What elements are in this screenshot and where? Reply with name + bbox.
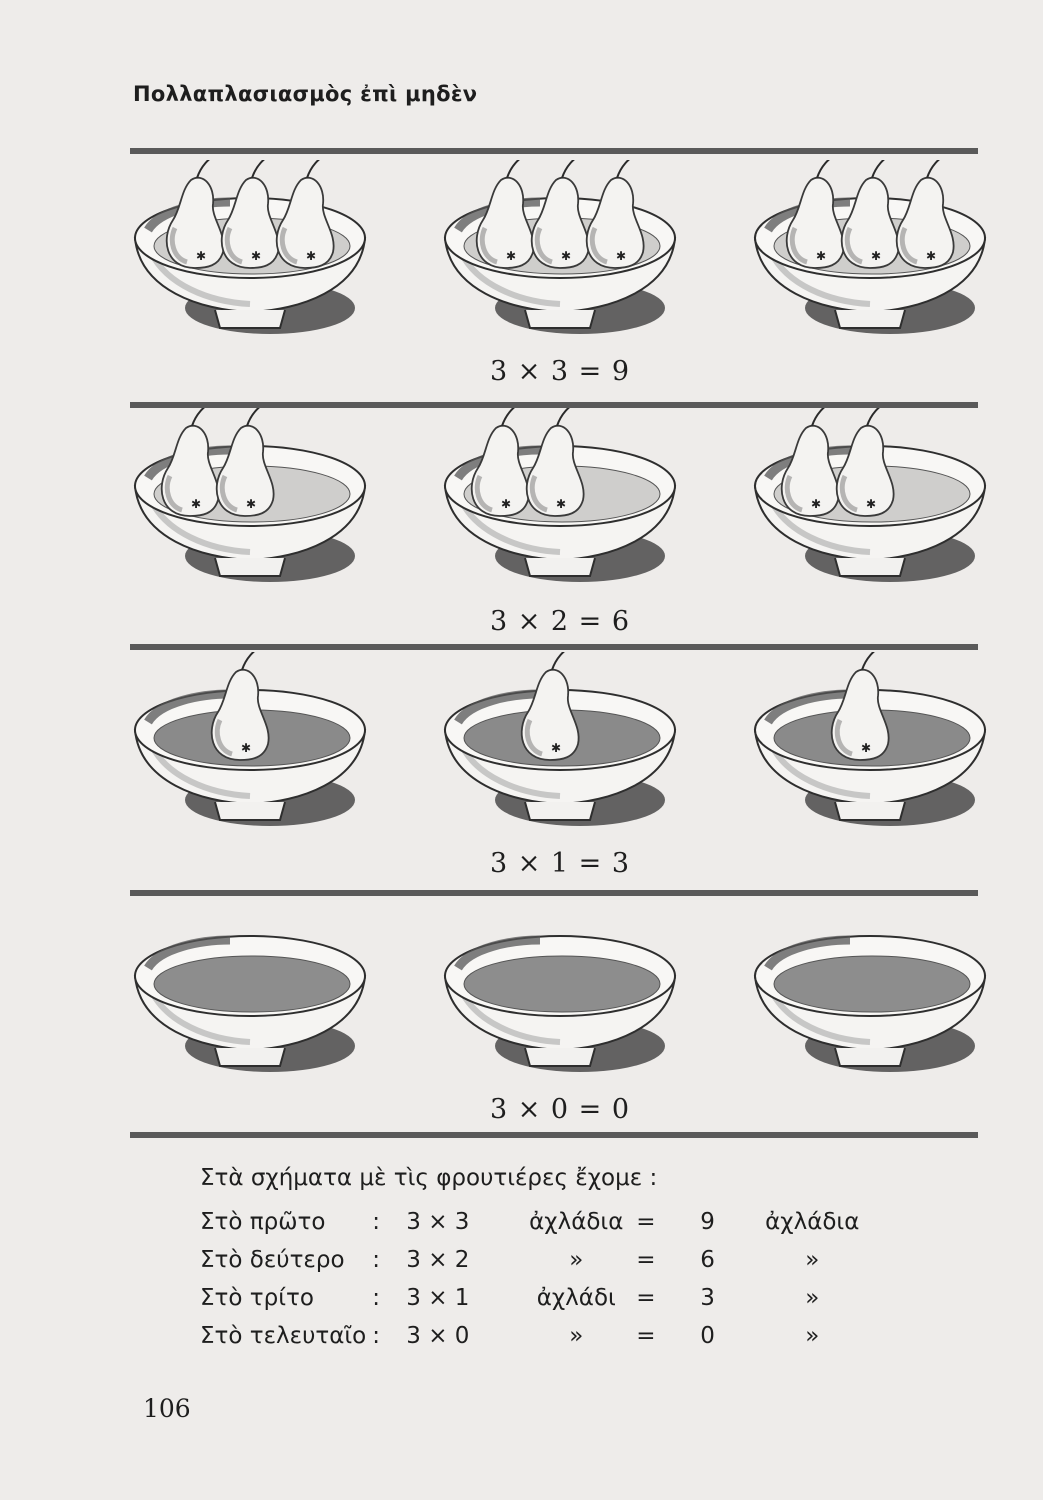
- summary-eq: =: [636, 1285, 656, 1311]
- summary-colon: :: [372, 1323, 381, 1349]
- summary-label: Στὸ τελευταῖο: [200, 1323, 367, 1349]
- fruit-bowl: [120, 408, 380, 608]
- svg-text:✱: ✱: [505, 249, 517, 263]
- summary-result: 6: [700, 1247, 715, 1273]
- summary-label: Στὸ τρίτο: [200, 1285, 314, 1311]
- pear-icon: [522, 652, 579, 760]
- pear-icon: [162, 408, 219, 516]
- svg-text:✱: ✱: [190, 497, 202, 511]
- summary-result: 9: [700, 1209, 715, 1235]
- summary-expr: 3 × 2: [406, 1247, 470, 1273]
- summary-unit: »: [805, 1285, 820, 1311]
- svg-text:✱: ✱: [925, 249, 937, 263]
- page-number: 106: [143, 1394, 191, 1423]
- summary-unit: ἀχλάδια: [765, 1209, 860, 1235]
- summary-line: [200, 1281, 878, 1319]
- fruit-bowl: [740, 652, 1000, 852]
- bowl-row: [0, 160, 1043, 400]
- equation: 3 × 1 = 3: [489, 848, 631, 879]
- summary-expr: 3 × 3: [406, 1209, 470, 1235]
- divider-rule: [130, 890, 978, 896]
- svg-text:✱: ✱: [810, 497, 822, 511]
- fruit-bowl: [430, 408, 690, 608]
- divider-rule: [130, 644, 978, 650]
- fruit-bowl: [430, 160, 690, 360]
- summary-table: [200, 1205, 878, 1357]
- svg-text:✱: ✱: [250, 249, 262, 263]
- equation: 3 × 3 = 9: [489, 356, 631, 387]
- equation: 3 × 2 = 6: [489, 606, 631, 637]
- svg-text:✱: ✱: [555, 497, 567, 511]
- summary-colon: :: [372, 1209, 381, 1235]
- bowl-row: [0, 652, 1043, 892]
- fruit-bowl: [120, 160, 380, 360]
- bowl-row: [0, 408, 1043, 648]
- fruit-bowl: [740, 898, 1000, 1098]
- summary-expr: 3 × 0: [406, 1323, 470, 1349]
- summary-unit: »: [805, 1323, 820, 1349]
- fruit-bowl: [430, 652, 690, 852]
- fruit-bowl: [120, 652, 380, 852]
- summary-expr: 3 × 1: [406, 1285, 470, 1311]
- pear-icon: [527, 408, 584, 516]
- summary-line: [200, 1243, 878, 1281]
- fruit-bowl: [740, 160, 1000, 360]
- summary-block: [200, 1165, 878, 1357]
- pear-icon: [277, 160, 334, 268]
- svg-text:✱: ✱: [870, 249, 882, 263]
- summary-unit: »: [805, 1247, 820, 1273]
- summary-item: »: [569, 1323, 584, 1349]
- pear-icon: [472, 408, 529, 516]
- pear-icon: [212, 652, 269, 760]
- fruit-bowl: [430, 898, 690, 1098]
- svg-text:✱: ✱: [245, 497, 257, 511]
- summary-label: Στὸ δεύτερο: [200, 1247, 345, 1273]
- pear-icon: [787, 160, 844, 268]
- svg-text:✱: ✱: [550, 741, 562, 755]
- bowl-row: [0, 898, 1043, 1138]
- summary-result: 3: [700, 1285, 715, 1311]
- pear-icon: [842, 160, 899, 268]
- divider-rule: [130, 1132, 978, 1138]
- summary-intro: Στὰ σχήματα μὲ τὶς φρουτιέρες ἔχομε :: [200, 1165, 658, 1191]
- summary-colon: :: [372, 1247, 381, 1273]
- summary-eq: =: [636, 1323, 656, 1349]
- page-title: Πολλαπλασιασμὸς ἐπὶ μηδὲν: [133, 82, 478, 106]
- summary-line: [200, 1205, 878, 1243]
- summary-item: »: [569, 1247, 584, 1273]
- summary-label: Στὸ πρῶτο: [200, 1209, 326, 1235]
- svg-text:✱: ✱: [615, 249, 627, 263]
- svg-text:✱: ✱: [560, 249, 572, 263]
- pear-icon: [217, 408, 274, 516]
- divider-rule: [130, 148, 978, 154]
- pear-icon: [897, 160, 954, 268]
- pear-icon: [832, 652, 889, 760]
- summary-result: 0: [700, 1323, 715, 1349]
- summary-eq: =: [636, 1209, 656, 1235]
- svg-text:✱: ✱: [195, 249, 207, 263]
- pear-icon: [477, 160, 534, 268]
- svg-text:✱: ✱: [305, 249, 317, 263]
- svg-text:✱: ✱: [860, 741, 872, 755]
- svg-text:✱: ✱: [500, 497, 512, 511]
- svg-text:✱: ✱: [815, 249, 827, 263]
- fruit-bowl: [120, 898, 380, 1098]
- summary-line: [200, 1319, 878, 1357]
- summary-colon: :: [372, 1285, 381, 1311]
- pear-icon: [837, 408, 894, 516]
- svg-text:✱: ✱: [240, 741, 252, 755]
- summary-item: ἀχλάδι: [536, 1285, 616, 1311]
- pear-icon: [222, 160, 279, 268]
- svg-text:✱: ✱: [865, 497, 877, 511]
- pear-icon: [532, 160, 589, 268]
- pear-icon: [587, 160, 644, 268]
- pear-icon: [167, 160, 224, 268]
- pear-icon: [782, 408, 839, 516]
- summary-eq: =: [636, 1247, 656, 1273]
- fruit-bowl: [740, 408, 1000, 608]
- equation: 3 × 0 = 0: [489, 1094, 631, 1125]
- summary-item: ἀχλάδια: [529, 1209, 624, 1235]
